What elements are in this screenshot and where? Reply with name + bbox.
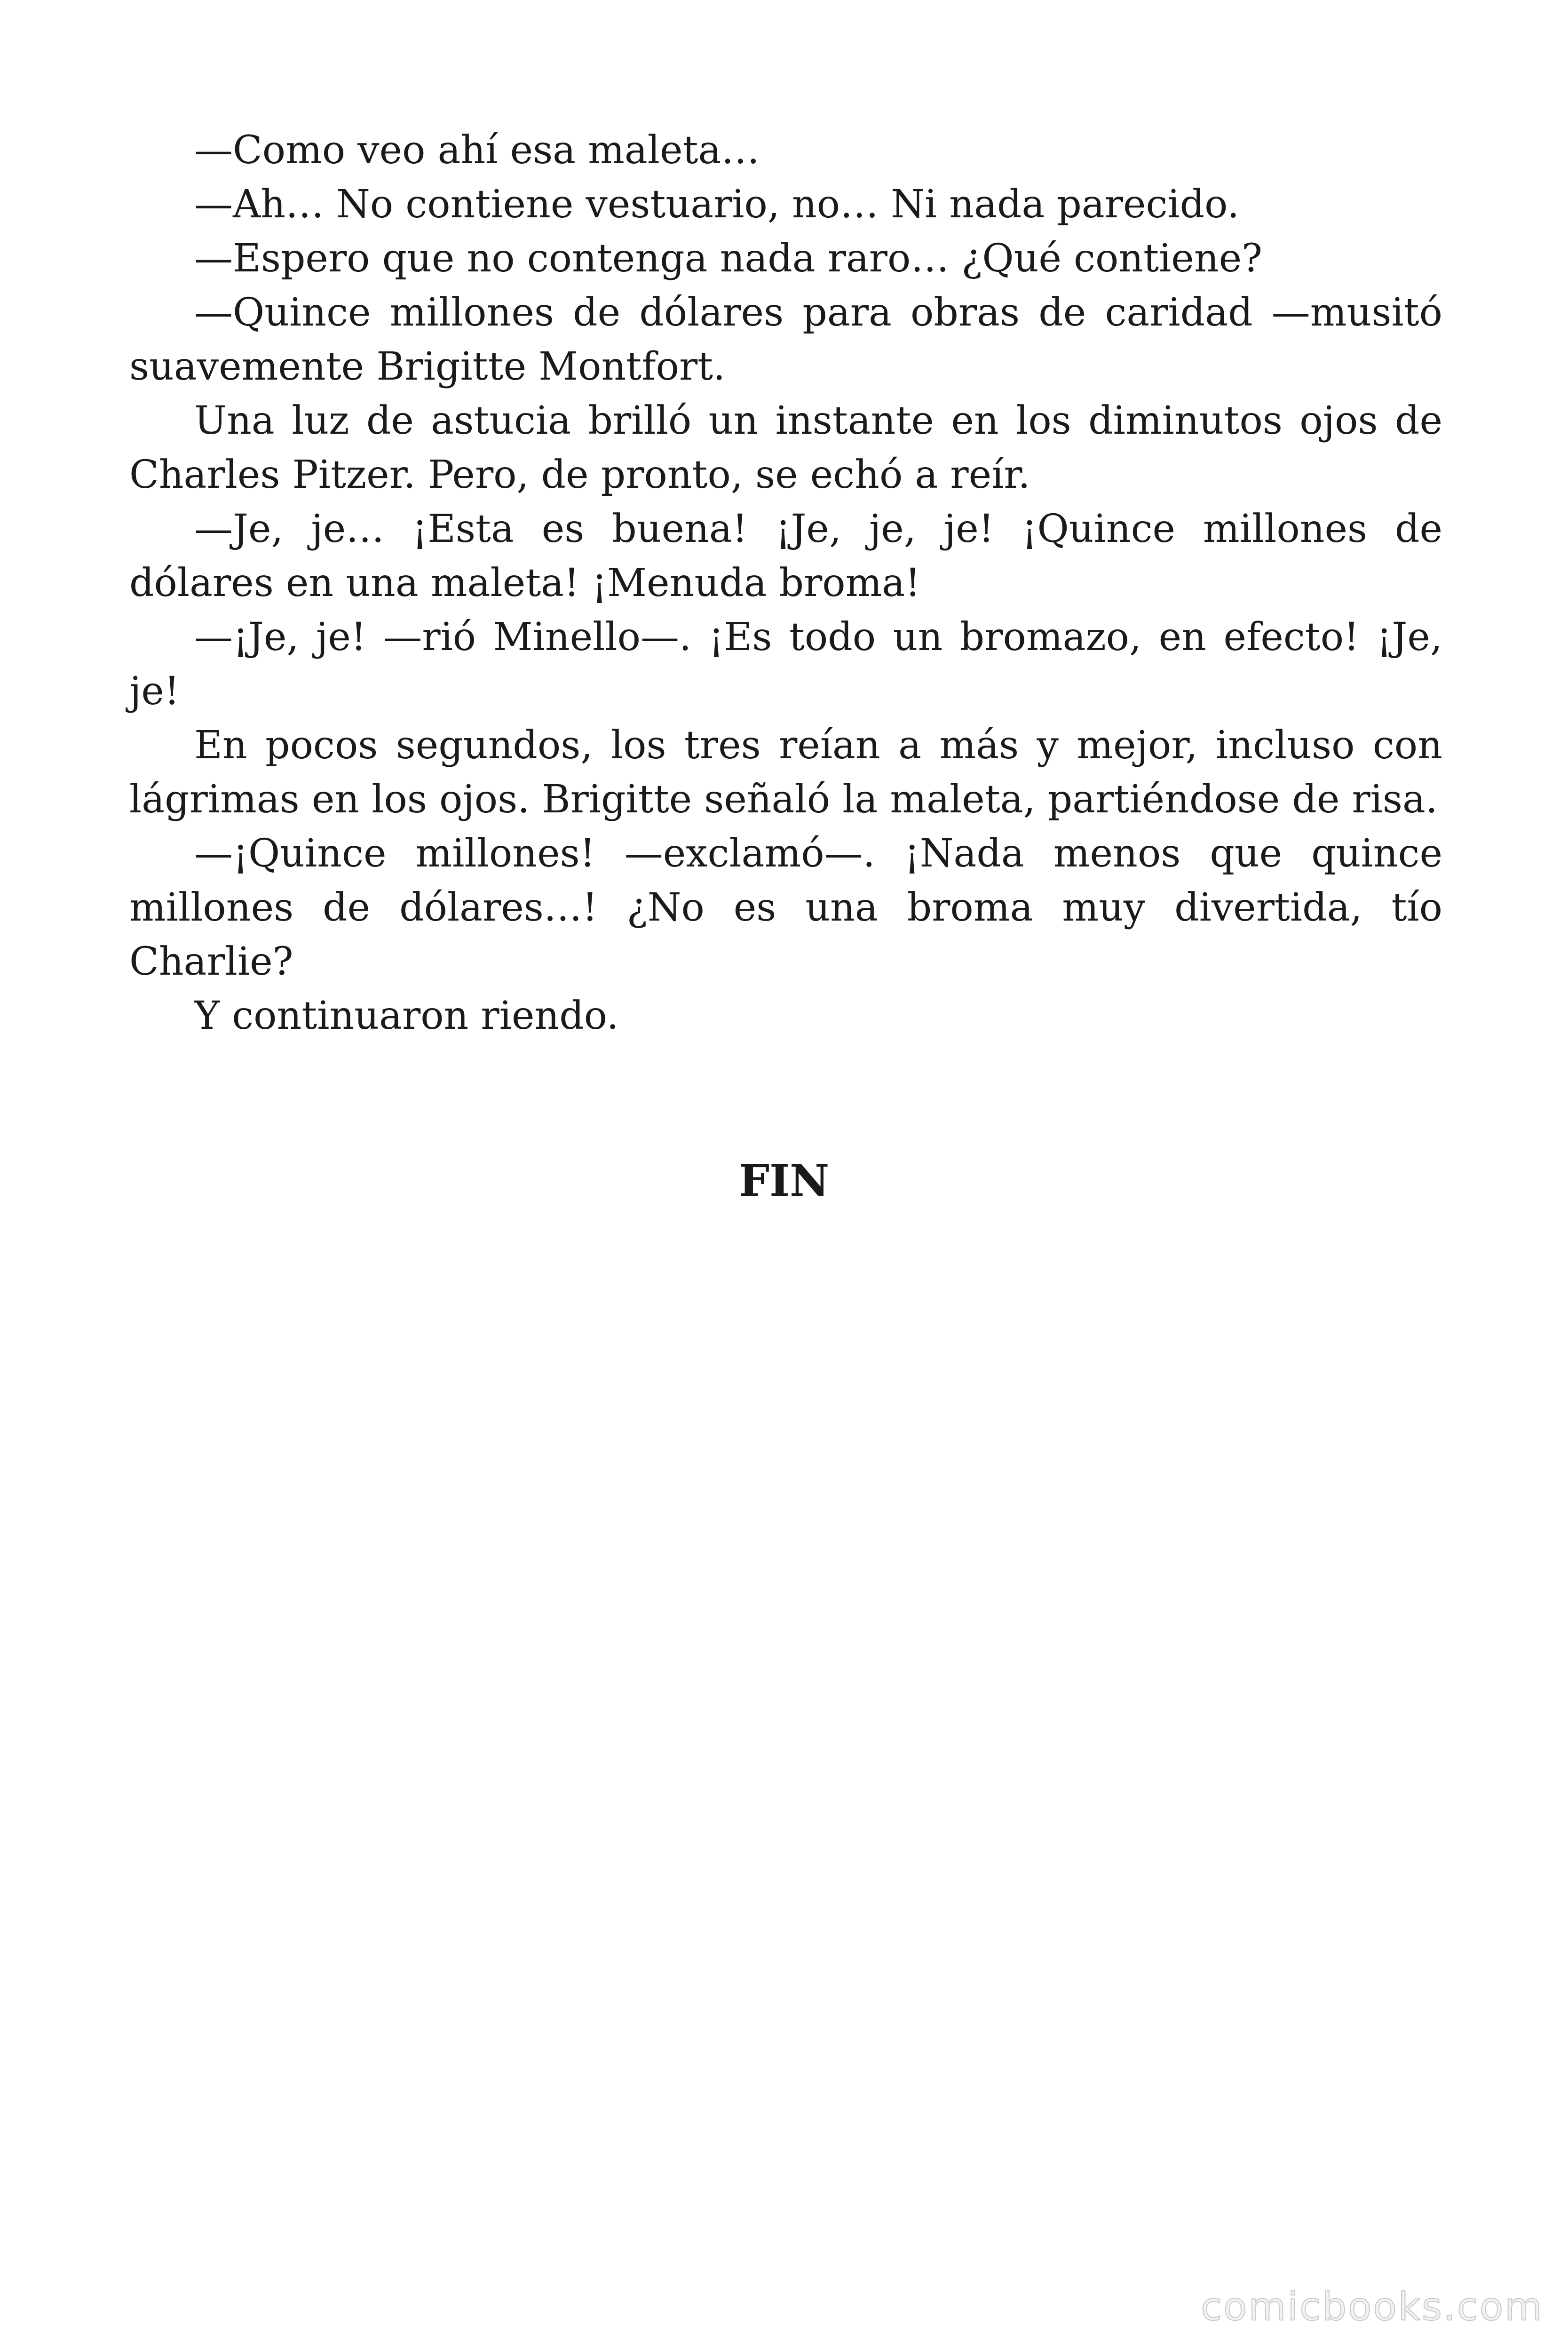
page-body (129, 123, 1442, 1043)
watermark-logo: comicbooks.com (1201, 2285, 1544, 2329)
end-title: FIN (738, 1155, 830, 1206)
paragraph: —¡Je, je! —rió Minello—. ¡Es todo un bromazo, en efecto! ¡Je, je! (129, 615, 1442, 714)
paragraph: En pocos segundos, los tres reían a más y mejor, incluso con lágrimas en los ojos. Brigitte señaló la maleta, partiéndose de risa. (129, 723, 1442, 822)
paragraph: —¡Quince millones! —exclamó—. ¡Nada menos que quince millones de dólares…! ¿No es una broma muy divertida, tío Charlie? (129, 831, 1442, 984)
paragraph: Y continuaron riendo. (194, 993, 619, 1038)
paragraph: —Ah… No contiene vestuario, no… Ni nada parecido. (194, 182, 1240, 227)
paragraph: —Quince millones de dólares para obras de caridad —musitó suavemente Brigitte Montfort. (129, 290, 1442, 389)
paragraph: —Je, je… ¡Esta es buena! ¡Je, je, je! ¡Quince millones de dólares en una maleta! ¡Menuda broma! (129, 507, 1442, 605)
paragraph: —Espero que no contenga nada raro… ¿Qué contiene? (194, 236, 1263, 281)
paragraph: —Como veo ahí esa maleta… (194, 128, 760, 173)
paragraph: Una luz de astucia brilló un instante en los diminutos ojos de Charles Pitzer. Pero, de pronto, se echó a reír. (129, 398, 1442, 497)
